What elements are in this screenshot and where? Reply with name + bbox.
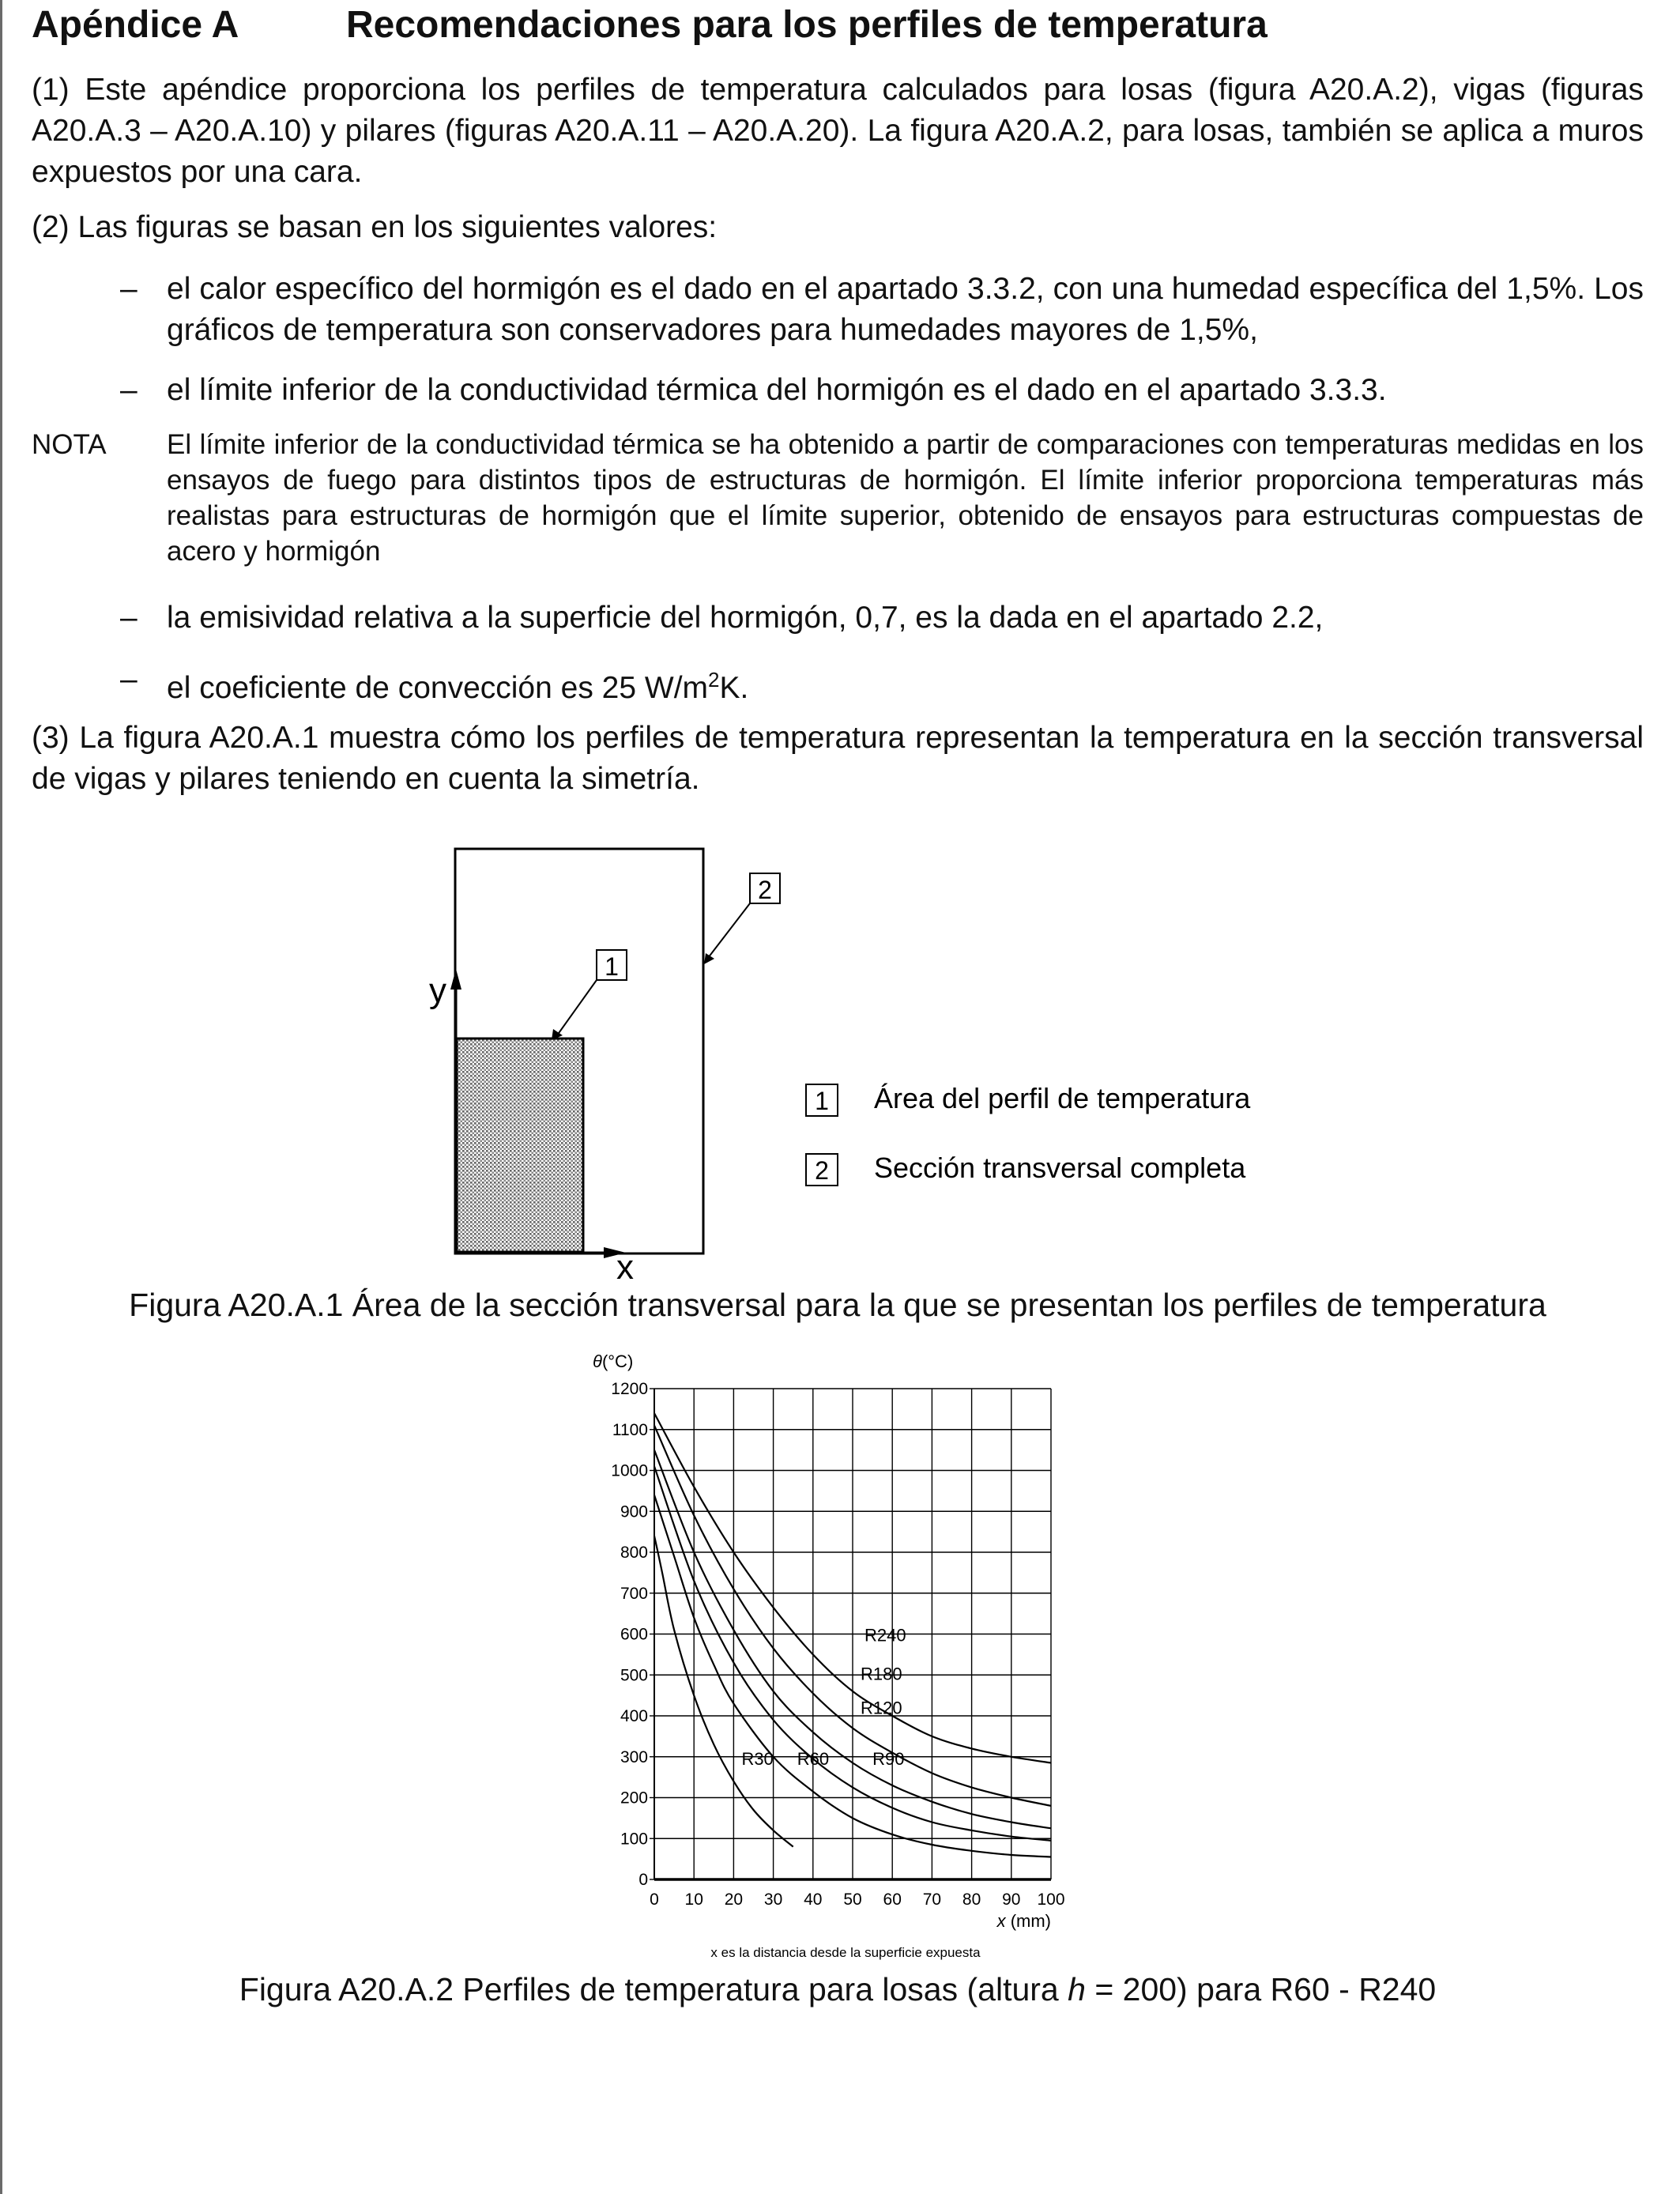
x-axis-label: x — [616, 1248, 634, 1287]
x-axis-title-symbol: x — [996, 1911, 1006, 1931]
bullet-dash: – — [120, 373, 137, 407]
y-tick-label: 500 — [620, 1666, 648, 1685]
series-label-r120: R120 — [861, 1698, 902, 1718]
appendix-title: Recomendaciones para los perfiles de temperatura — [346, 4, 1268, 46]
appendix-label: Apéndice A — [32, 4, 239, 46]
y-tick-label: 900 — [620, 1502, 648, 1521]
bullet-4-text — [167, 659, 1644, 709]
legend-2-number: 2 — [815, 1156, 829, 1185]
y-tick-label: 400 — [620, 1707, 648, 1725]
legend-1-number: 1 — [815, 1087, 829, 1115]
bullet-4-text-main: el coeficiente de convección es 25 W/m — [167, 671, 709, 705]
tag-2-label: 2 — [758, 876, 772, 904]
legend-1-text: Área del perfil de temperatura — [874, 1082, 1251, 1114]
x-tick-label: 40 — [804, 1891, 823, 1909]
bullet-3-text: la emisividad relativa a la superficie del hormigón, 0,7, es la dada en el apartado 2.2, — [167, 601, 1324, 635]
series-label-r60: R60 — [797, 1749, 830, 1770]
figure-2-caption — [32, 1971, 1644, 2008]
series-label-r30: R30 — [741, 1749, 774, 1770]
x-tick-label: 20 — [724, 1891, 744, 1909]
bullet-dash: – — [120, 662, 137, 696]
bullet-1-text: el calor específico del hormigón es el dado en el apartado 3.3.2, con una humedad específica del 1,5%. Los gráficos de temperatura son conservadores para humedades mayores de 1,5%, — [167, 272, 1644, 347]
bullet-4-text-end: K. — [719, 671, 749, 705]
x-tick-label: 80 — [962, 1891, 981, 1909]
paragraph-3: (3) La figura A20.A.1 muestra cómo los perfiles de temperatura representan la temperatura en la sección transversal de vigas y pilares teniendo en cuenta la simetría. — [32, 721, 1644, 796]
bullet-dash: – — [120, 272, 137, 306]
appendix-heading — [32, 3, 1268, 47]
tag-1-label: 1 — [605, 952, 619, 981]
x-tick-label: 90 — [1002, 1891, 1021, 1909]
y-tick-label: 1200 — [611, 1380, 648, 1398]
note-label: NOTA — [32, 429, 107, 460]
y-tick-label: 200 — [620, 1789, 648, 1808]
x-axis-title-unit: (mm) — [1005, 1911, 1051, 1931]
figure-2-caption-end: = 200) para R60 - R240 — [1085, 1971, 1437, 2007]
series-label-r240: R240 — [864, 1625, 906, 1646]
figure-2-caption-start: Figura A20.A.2 Perfiles de temperatura para losas (altura — [239, 1971, 1068, 2007]
superscript-2: 2 — [708, 668, 720, 692]
temperature-profile-chart — [553, 1344, 1106, 1968]
series-label-r180: R180 — [861, 1664, 902, 1684]
x-tick-label: 60 — [883, 1891, 902, 1909]
x-tick-label: 0 — [650, 1891, 659, 1909]
x-axis-note: x es la distancia desde la superficie expuesta — [710, 1945, 981, 1960]
paragraph-1: (1) Este apéndice proporciona los perfiles de temperatura calculados para losas (figura A20.A.2), vigas (figuras A20.A.3 – A20.A.10) y pilares (figuras A20.A.11 – A20.A.20). La figura A20.A.2, para losas, también se aplica a muros expuestos por una cara. — [32, 73, 1644, 189]
figure-1-caption: Figura A20.A.1 Área de la sección transversal para la que se presentan los perfiles de temperatura — [129, 1287, 1546, 1323]
y-tick-label: 100 — [620, 1830, 648, 1849]
y-tick-label: 1000 — [611, 1461, 648, 1480]
x-tick-label: 30 — [763, 1891, 783, 1909]
tag-2-leader-arrow — [704, 953, 714, 964]
x-tick-label: 100 — [1037, 1891, 1065, 1909]
x-tick-label: 50 — [843, 1891, 862, 1909]
y-axis-title — [593, 1351, 633, 1371]
legend-2-text: Sección transversal completa — [874, 1152, 1246, 1184]
y-tick-label: 1100 — [612, 1420, 648, 1439]
bullet-dash: – — [120, 601, 137, 635]
figure-2-caption-h: h — [1068, 1971, 1086, 2007]
bullet-2-text: el límite inferior de la conductividad térmica del hormigón es el dado en el apartado 3.3.3. — [167, 373, 1387, 407]
tag-1-leader — [557, 980, 597, 1035]
y-axis-title-unit: (°C) — [601, 1351, 634, 1371]
chart-grid — [650, 1389, 1051, 1879]
y-axis-label: y — [429, 971, 446, 1010]
note-text: El límite inferior de la conductividad térmica se ha obtenido a partir de comparaciones con temperaturas medidas en los ensayos de fuego para distintos tipos de estructuras de hormigón. El límite inferior proporciona temperaturas más realistas para estructuras de hormigón que el límite superior, obtenido de ensayos para estructuras compuestas de acero y hormigón — [167, 429, 1644, 567]
x-axis-title — [996, 1911, 1051, 1931]
y-tick-label: 0 — [638, 1871, 648, 1889]
x-tick-label: 10 — [684, 1891, 703, 1909]
paragraph-2: (2) Las figuras se basan en los siguientes valores: — [32, 210, 718, 244]
y-axis-title-symbol: θ — [593, 1351, 602, 1371]
x-tick-label: 70 — [922, 1891, 942, 1909]
figure-1-diagram — [0, 822, 1680, 1288]
tag-2-leader — [708, 903, 750, 958]
y-axis-arrowhead — [450, 969, 461, 990]
y-tick-label: 800 — [620, 1544, 648, 1562]
temperature-profile-area — [457, 1039, 583, 1252]
y-tick-label: 300 — [620, 1747, 648, 1766]
y-tick-label: 600 — [620, 1625, 648, 1644]
y-tick-label: 700 — [620, 1584, 648, 1603]
series-label-r90: R90 — [872, 1749, 905, 1770]
